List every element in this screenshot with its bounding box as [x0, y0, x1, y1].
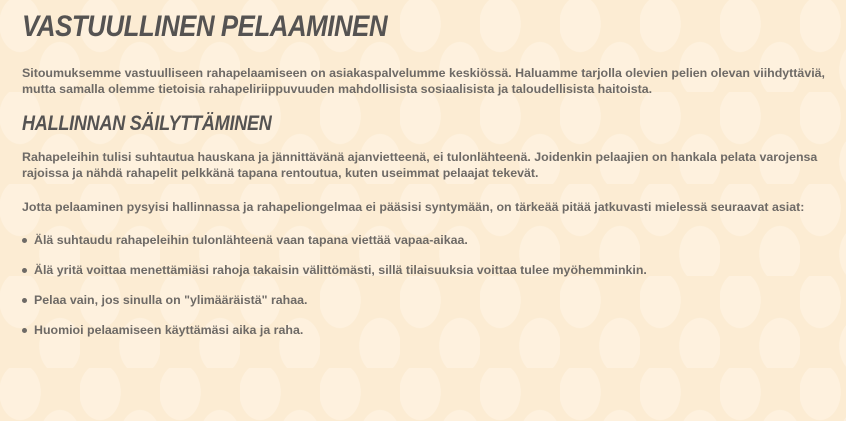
list-item-text: Älä suhtaudu rahapeleihin tulonlähteenä vaan tapana viettää vapaa-aikaa.	[34, 233, 468, 247]
list-item-text: Pelaa vain, jos sinulla on "ylimääräistä" rahaa.	[34, 293, 308, 307]
responsible-gaming-content	[22, 0, 828, 352]
section-paragraph-1: Rahapeleihin tulisi suhtautua hauskana ja jännittävänä ajanvietteenä, ei tulonlähteenä. Joidenkin pelaajien on hankala pelata varojensa rajoissa ja nähdä rahapelit pelkkänä tapana rentoutua, kuten useimmat pelaajat tekevät.	[22, 150, 818, 180]
bullet-icon	[22, 238, 27, 243]
list-item-text: Huomioi pelaamiseen käyttämäsi aika ja raha.	[34, 323, 304, 337]
page-title: VASTUULLINEN PELAAMINEN	[22, 10, 388, 43]
advice-list	[22, 232, 828, 338]
intro-paragraph: Sitoumuksemme vastuulliseen rahapelaamiseen on asiakaspalvelumme keskiössä. Haluamme tarjolla olevien pelien olevan viihdyttäviä, mutta samalla olemme tietoisia rahapeliriippuvuuden mahdollisista sosiaalisista ja taloudellisista haitoista.	[22, 66, 825, 96]
list-item	[22, 232, 828, 248]
list-item-text: Älä yritä voittaa menettämiäsi rahoja takaisin välittömästi, sillä tilaisuuksia voittaa tulee myöhemminkin.	[34, 263, 647, 277]
list-item	[22, 322, 828, 338]
bullet-icon	[22, 328, 27, 333]
section-paragraph-2: Jotta pelaaminen pysyisi hallinnassa ja rahapeliongelmaa ei pääsisi syntymään, on tärkeää pitää jatkuvasti mielessä seuraavat asiat:	[22, 200, 805, 214]
list-item	[22, 262, 828, 278]
bullet-icon	[22, 298, 27, 303]
list-item	[22, 292, 828, 308]
bullet-icon	[22, 268, 27, 273]
section-heading: HALLINNAN SÄILYTTÄMINEN	[22, 112, 272, 135]
section-header	[22, 112, 828, 136]
